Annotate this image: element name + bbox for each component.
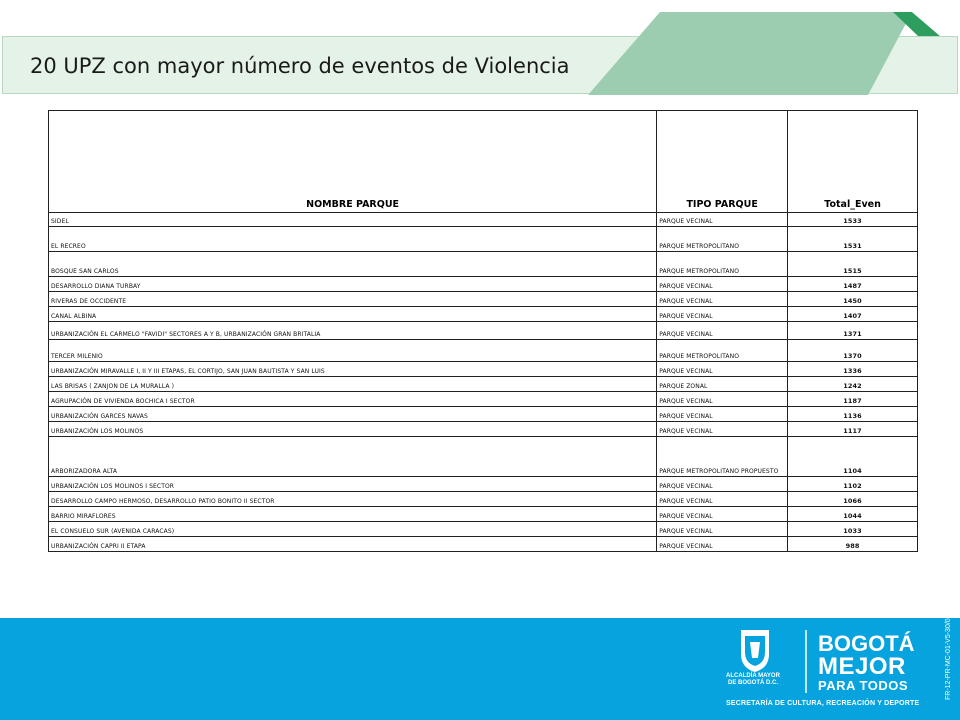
table-row [49,477,918,492]
cell-nombre-parque: BOSQUE SAN CARLOS [49,252,657,277]
cell-tipo-parque: PARQUE VECINAL [657,407,788,422]
cell-nombre-parque: CANAL ALBINA [49,307,657,322]
cell-nombre-parque: URBANIZACIÓN LOS MOLINOS I SECTOR [49,477,657,492]
bogota-logo-line1: BOGOTÁ [818,631,915,656]
cell-nombre-parque: AGRUPACIÓN DE VIVIENDA BOCHICA I SECTOR [49,392,657,407]
cell-total-eventos: 1531 [788,227,918,252]
cell-total-eventos: 1104 [788,437,918,477]
cell-total-eventos: 1407 [788,307,918,322]
cell-total-eventos: 988 [788,537,918,552]
table-row [49,277,918,292]
table-row [49,522,918,537]
cell-total-eventos: 1515 [788,252,918,277]
cell-tipo-parque: PARQUE VECINAL [657,492,788,507]
cell-tipo-parque: PARQUE VECINAL [657,307,788,322]
column-header-tipo: TIPO PARQUE [657,111,788,213]
table-row [49,492,918,507]
cell-total-eventos: 1102 [788,477,918,492]
cell-tipo-parque: PARQUE VECINAL [657,477,788,492]
cell-nombre-parque: DESARROLLO CAMPO HERMOSO, DESARROLLO PATIO BONITO II SECTOR [49,492,657,507]
cell-total-eventos: 1044 [788,507,918,522]
alcaldia-label: ALCALDÍA MAYOR DE BOGOTÁ D.C. [726,673,780,686]
cell-total-eventos: 1336 [788,362,918,377]
cell-tipo-parque: PARQUE METROPOLITANO [657,227,788,252]
cell-nombre-parque: BARRIO MIRAFLORES [49,507,657,522]
cell-tipo-parque: PARQUE METROPOLITANO [657,252,788,277]
cell-tipo-parque: PARQUE VECINAL [657,537,788,552]
table-row [49,292,918,307]
table-row [49,422,918,437]
cell-nombre-parque: SIDEL [49,213,657,227]
table-body [49,213,918,552]
cell-tipo-parque: PARQUE VECINAL [657,522,788,537]
secretaria-label: SECRETARÍA DE CULTURA, RECREACIÓN Y DEPORTE [726,700,920,707]
table-row [49,407,918,422]
cell-tipo-parque: PARQUE VECINAL [657,213,788,227]
table-row [49,213,918,227]
bogota-logo-line3: PARA TODOS [818,678,908,693]
cell-nombre-parque: URBANIZACIÓN EL CARMELO "FAVIDI" SECTORES A Y B, URBANIZACIÓN GRAN BRITALIA [49,322,657,340]
bogota-logo-line2: MEJOR [818,653,906,680]
cell-total-eventos: 1371 [788,322,918,340]
table-row [49,392,918,407]
cell-tipo-parque: PARQUE VECINAL [657,507,788,522]
column-header-total: Total_Even [788,111,918,213]
cell-tipo-parque: PARQUE METROPOLITANO PROPUESTO [657,437,788,477]
cell-total-eventos: 1370 [788,340,918,362]
cell-nombre-parque: URBANIZACIÓN LOS MOLINOS [49,422,657,437]
table-row [49,252,918,277]
cell-total-eventos: 1487 [788,277,918,292]
header-banner [0,0,960,100]
table-row [49,377,918,392]
cell-nombre-parque: URBANIZACIÓN MIRAVALLE I, II Y III ETAPAS, EL CORTIJO, SAN JUAN BAUTISTA Y SAN LUIS [49,362,657,377]
table-row [49,507,918,522]
page-title: 20 UPZ con mayor número de eventos de Violencia [30,54,570,78]
cell-total-eventos: 1136 [788,407,918,422]
table-row [49,362,918,377]
cell-tipo-parque: PARQUE VECINAL [657,392,788,407]
cell-tipo-parque: PARQUE VECINAL [657,422,788,437]
violence-events-table [48,110,918,552]
cell-tipo-parque: PARQUE VECINAL [657,362,788,377]
cell-tipo-parque: PARQUE VECINAL [657,277,788,292]
cell-total-eventos: 1242 [788,377,918,392]
cell-total-eventos: 1117 [788,422,918,437]
cell-total-eventos: 1033 [788,522,918,537]
column-header-nombre: NOMBRE PARQUE [49,111,657,213]
cell-nombre-parque: EL RECREO [49,227,657,252]
cell-nombre-parque: EL CONSUELO SUR (AVENIDA CARACAS) [49,522,657,537]
table-header-row [49,111,918,213]
banner-decoration [0,0,960,100]
cell-nombre-parque: ARBORIZADORA ALTA [49,437,657,477]
cell-total-eventos: 1533 [788,213,918,227]
cell-tipo-parque: PARQUE METROPOLITANO [657,340,788,362]
table-row [49,227,918,252]
document-code: FR-12-PR-MC-01-V5-30/02/2016 [945,596,952,700]
cell-tipo-parque: PARQUE VECINAL [657,292,788,307]
cell-tipo-parque: PARQUE ZONAL [657,377,788,392]
cell-tipo-parque: PARQUE VECINAL [657,322,788,340]
table-row [49,322,918,340]
cell-total-eventos: 1066 [788,492,918,507]
cell-nombre-parque: TERCER MILENIO [49,340,657,362]
cell-total-eventos: 1450 [788,292,918,307]
table-row [49,537,918,552]
table-row [49,437,918,477]
table-row [49,307,918,322]
cell-nombre-parque: LAS BRISAS ( ZANJON DE LA MURALLA ) [49,377,657,392]
cell-nombre-parque: URBANIZACIÓN CAPRI II ETAPA [49,537,657,552]
cell-total-eventos: 1187 [788,392,918,407]
table-row [49,340,918,362]
cell-nombre-parque: RIVERAS DE OCCIDENTE [49,292,657,307]
cell-nombre-parque: URBANIZACIÓN GARCES NAVAS [49,407,657,422]
bogota-logo [818,632,915,693]
cell-nombre-parque: DESARROLLO DIANA TURBAY [49,277,657,292]
